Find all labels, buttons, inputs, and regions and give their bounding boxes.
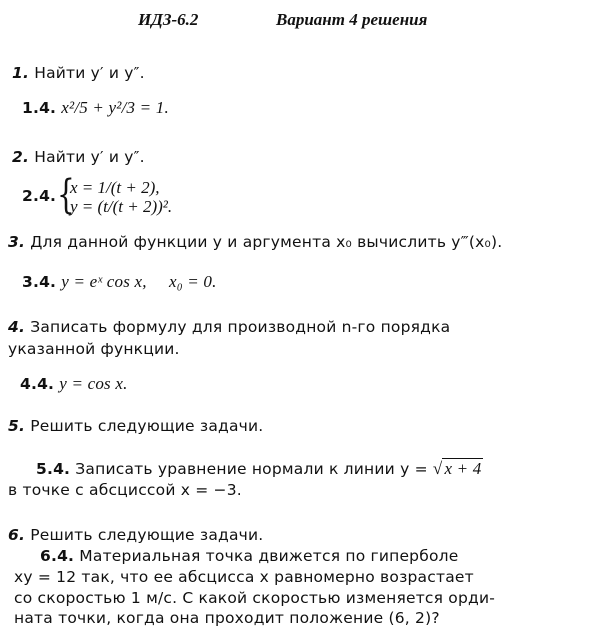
subtask-6-4 [40,547,459,565]
task-5 [8,417,263,435]
subtask-line-1: Материальная точка движется по гиперболе [79,547,459,565]
subtask-text: Записать уравнение нормали к линии y = [75,460,428,478]
task-2 [12,148,145,166]
worksheet-code: ИДЗ-6.2 [138,10,199,29]
subtask-2-4 [22,187,56,205]
task-1 [12,64,145,82]
task-number: 2. [12,148,30,166]
task-3 [8,233,502,251]
task-6 [8,526,263,544]
task-4-line-2: указанной функции. [8,340,180,358]
subtask-number: 4.4. [20,375,55,393]
equation: x²/5 + y²/3 = 1. [61,98,169,117]
task-text: Решить следующие задачи. [30,417,264,435]
radical-sign-icon: √ [432,459,443,478]
radicand: x + 4 [444,459,482,478]
equation: y = cos x. [59,374,128,393]
equation: y = eˣ cos x, x₀ = 0. [61,272,217,291]
subtask-1-4 [22,98,169,118]
task-number: 6. [8,526,26,544]
system-line-1: x = 1/(t + 2), [70,178,160,197]
subtask-number: 2.4. [22,187,57,205]
subtask-5-4-line-2: в точке с абсциссой x = −3. [8,481,242,499]
task-text: Для данной функции y и аргумента x₀ вычислить y‴(x₀). [30,233,503,251]
subtask-5-4 [36,459,483,479]
task-text-line-1: Записать формулу для производной n-го порядка [30,318,451,336]
subtask-number: 5.4. [36,460,71,478]
task-text: Найти y′ и y″. [34,148,145,166]
left-brace-icon: { [57,172,75,218]
task-number: 3. [8,233,26,251]
subtask-number: 6.4. [40,547,75,565]
subtask-6-4-line-2: xy = 12 так, что ее абсцисса x равномерно возрастает [14,568,474,586]
subtask-4-4 [20,374,128,394]
variant-title: Вариант 4 решения [276,10,428,29]
subtask-6-4-line-3: со скоростью 1 м/с. С какой скоростью изменяется орди- [14,589,496,607]
task-text: Найти y′ и y″. [34,64,145,82]
task-text: Решить следующие задачи. [30,526,264,544]
task-number: 1. [12,64,30,82]
subtask-number: 3.4. [22,273,57,291]
subtask-3-4 [22,272,217,292]
system-line-2: y = (t/(t + 2))². [70,197,173,216]
task-number: 4. [8,318,26,336]
task-number: 5. [8,417,26,435]
subtask-6-4-line-4: ната точки, когда она проходит положение (6, 2)? [14,609,440,627]
task-4 [8,318,450,336]
square-root [433,459,484,479]
subtask-number: 1.4. [22,99,57,117]
